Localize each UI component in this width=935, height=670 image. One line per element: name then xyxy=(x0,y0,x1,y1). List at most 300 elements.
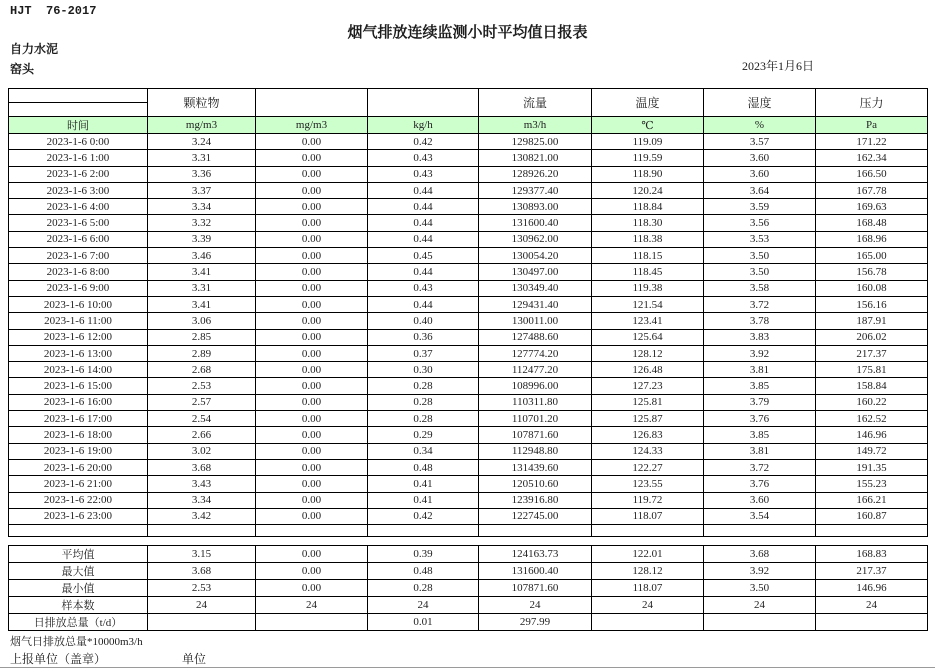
hourly-row-cell: 3.92 xyxy=(704,345,816,361)
summary-row-cell: 0.28 xyxy=(368,580,479,597)
hourly-row-cell: 0.00 xyxy=(256,313,368,329)
hourly-row-cell: 0.48 xyxy=(368,459,479,475)
footer-labels xyxy=(10,650,207,667)
hourly-row-cell: 130821.00 xyxy=(479,150,592,166)
hourly-row-cell: 3.59 xyxy=(704,199,816,215)
hourly-row-cell: 129431.40 xyxy=(479,296,592,312)
hourly-row-cell: 3.81 xyxy=(704,443,816,459)
summary-row-cell: 24 xyxy=(704,597,816,614)
hourly-row-cell: 128.12 xyxy=(592,345,704,361)
summary-row-cell: 0.01 xyxy=(368,614,479,631)
hourly-data-table xyxy=(8,88,928,537)
summary-row xyxy=(9,614,928,631)
hourly-row-cell: 171.22 xyxy=(816,134,928,150)
hourly-row-cell: 2023-1-6 6:00 xyxy=(9,231,148,247)
hourly-row-cell: 3.50 xyxy=(704,264,816,280)
hourly-row-cell: 126.48 xyxy=(592,362,704,378)
summary-row xyxy=(9,580,928,597)
hourly-row-cell: 131439.60 xyxy=(479,459,592,475)
hourly-row-cell: 2.54 xyxy=(148,411,256,427)
header-temperature-label: 温度 xyxy=(592,89,704,117)
hourly-row xyxy=(9,492,928,508)
hourly-row-cell: 0.00 xyxy=(256,248,368,264)
hourly-row-cell: 0.00 xyxy=(256,459,368,475)
hourly-row-cell: 0.00 xyxy=(256,134,368,150)
header-time-top-cell xyxy=(9,89,148,103)
hourly-row-cell: 123916.80 xyxy=(479,492,592,508)
hourly-row-cell: 0.00 xyxy=(256,508,368,524)
hourly-row-cell: 2023-1-6 12:00 xyxy=(9,329,148,345)
hourly-row-cell: 0.00 xyxy=(256,345,368,361)
hourly-row-cell: 165.00 xyxy=(816,248,928,264)
unit-percent: % xyxy=(704,117,816,134)
hourly-row-cell: 0.37 xyxy=(368,345,479,361)
summary-row xyxy=(9,546,928,563)
hourly-row-cell: 3.46 xyxy=(148,248,256,264)
hourly-row-cell: 126.83 xyxy=(592,427,704,443)
summary-row-cell: 0.48 xyxy=(368,563,479,580)
summary-row-cell: 24 xyxy=(148,597,256,614)
hourly-row-cell: 127488.60 xyxy=(479,329,592,345)
hourly-row-cell: 3.68 xyxy=(148,459,256,475)
hourly-row-cell: 0.28 xyxy=(368,378,479,394)
summary-row-cell xyxy=(148,614,256,631)
hourly-row-cell: 0.28 xyxy=(368,411,479,427)
hourly-row-cell: 118.07 xyxy=(592,508,704,524)
hourly-row xyxy=(9,199,928,215)
empty-spacer-row xyxy=(9,525,928,537)
hourly-row-cell: 3.60 xyxy=(704,166,816,182)
hourly-row xyxy=(9,329,928,345)
hourly-row-cell: 3.34 xyxy=(148,199,256,215)
hourly-row-cell: 2023-1-6 23:00 xyxy=(9,508,148,524)
hourly-row-cell: 0.41 xyxy=(368,476,479,492)
summary-row-cell: 146.96 xyxy=(816,580,928,597)
hourly-row-cell: 130893.00 xyxy=(479,199,592,215)
header-row-top xyxy=(9,89,928,103)
hourly-row xyxy=(9,394,928,410)
summary-row-cell xyxy=(256,614,368,631)
hourly-row-cell: 0.43 xyxy=(368,150,479,166)
hourly-row xyxy=(9,459,928,475)
summary-row-cell: 3.50 xyxy=(704,580,816,597)
hourly-row-cell: 123.41 xyxy=(592,313,704,329)
report-date: 2023年1月6日 xyxy=(742,59,815,73)
company-name: 自力水泥 xyxy=(10,42,59,56)
hourly-row-cell: 0.40 xyxy=(368,313,479,329)
hourly-row-cell: 2023-1-6 21:00 xyxy=(9,476,148,492)
hourly-row-cell: 118.30 xyxy=(592,215,704,231)
hourly-row-cell: 124.33 xyxy=(592,443,704,459)
daily-total-footnote: 烟气日排放总量*10000m3/h xyxy=(10,636,143,648)
hourly-row-cell: 123.55 xyxy=(592,476,704,492)
summary-row-cell: 0.39 xyxy=(368,546,479,563)
hourly-row-cell: 118.38 xyxy=(592,231,704,247)
hourly-row-cell: 0.42 xyxy=(368,134,479,150)
hourly-row-cell: 2023-1-6 20:00 xyxy=(9,459,148,475)
hourly-row-cell: 3.42 xyxy=(148,508,256,524)
hourly-row-cell: 3.64 xyxy=(704,182,816,198)
summary-row-cell: 最大值 xyxy=(9,563,148,580)
hourly-row-cell: 130962.00 xyxy=(479,231,592,247)
hourly-row-cell: 0.00 xyxy=(256,362,368,378)
hourly-row-cell: 119.59 xyxy=(592,150,704,166)
summary-row-cell: 3.15 xyxy=(148,546,256,563)
header-blank-2 xyxy=(368,89,479,117)
report-unit-label: 上报单位（盖章） xyxy=(10,652,107,666)
hourly-row-cell: 2023-1-6 0:00 xyxy=(9,134,148,150)
summary-row-cell: 131600.40 xyxy=(479,563,592,580)
hourly-row xyxy=(9,280,928,296)
hourly-row xyxy=(9,508,928,524)
hourly-row-cell: 131600.40 xyxy=(479,215,592,231)
header-time-label: 时间 xyxy=(9,117,148,134)
summary-row-cell: 样本数 xyxy=(9,597,148,614)
summary-row-cell: 217.37 xyxy=(816,563,928,580)
hourly-row-cell: 3.57 xyxy=(704,134,816,150)
hourly-row-cell: 2.57 xyxy=(148,394,256,410)
header-flow-label: 流量 xyxy=(479,89,592,117)
hourly-row-cell: 3.72 xyxy=(704,296,816,312)
summary-row-cell: 24 xyxy=(479,597,592,614)
empty-spacer-cell xyxy=(368,525,479,537)
hourly-row xyxy=(9,215,928,231)
hourly-row-cell: 125.81 xyxy=(592,394,704,410)
hourly-row-cell: 2.68 xyxy=(148,362,256,378)
header-pressure-label: 压力 xyxy=(816,89,928,117)
hourly-row-cell: 0.00 xyxy=(256,215,368,231)
unit-mgm3-2: mg/m3 xyxy=(256,117,368,134)
hourly-row-cell: 0.44 xyxy=(368,182,479,198)
hourly-row-cell: 119.09 xyxy=(592,134,704,150)
hourly-row-cell: 3.56 xyxy=(704,215,816,231)
hourly-row-cell: 0.29 xyxy=(368,427,479,443)
hourly-row-cell: 2023-1-6 22:00 xyxy=(9,492,148,508)
summary-row-cell: 3.92 xyxy=(704,563,816,580)
hourly-row-cell: 0.30 xyxy=(368,362,479,378)
hourly-row-cell: 3.79 xyxy=(704,394,816,410)
hourly-row-cell: 175.81 xyxy=(816,362,928,378)
hourly-row-cell: 110701.20 xyxy=(479,411,592,427)
hourly-row xyxy=(9,231,928,247)
hourly-row-cell: 0.44 xyxy=(368,231,479,247)
hourly-row xyxy=(9,182,928,198)
hourly-row-cell: 169.63 xyxy=(816,199,928,215)
hourly-row-cell: 3.81 xyxy=(704,362,816,378)
hourly-row-cell: 0.00 xyxy=(256,182,368,198)
hourly-row-cell: 125.64 xyxy=(592,329,704,345)
hourly-row-cell: 122.27 xyxy=(592,459,704,475)
hourly-row-cell: 2023-1-6 16:00 xyxy=(9,394,148,410)
hourly-row-cell: 128926.20 xyxy=(479,166,592,182)
hourly-row-cell: 217.37 xyxy=(816,345,928,361)
hourly-row-cell: 0.00 xyxy=(256,443,368,459)
hourly-row-cell: 3.54 xyxy=(704,508,816,524)
hourly-row-cell: 129377.40 xyxy=(479,182,592,198)
hourly-row-cell: 3.78 xyxy=(704,313,816,329)
hourly-row-cell: 120.24 xyxy=(592,182,704,198)
unit-pa: Pa xyxy=(816,117,928,134)
hourly-row-cell: 2023-1-6 2:00 xyxy=(9,166,148,182)
hourly-row-cell: 0.00 xyxy=(256,296,368,312)
hourly-row-cell: 0.00 xyxy=(256,150,368,166)
hourly-row-cell: 0.00 xyxy=(256,427,368,443)
hourly-row-cell: 156.78 xyxy=(816,264,928,280)
unit-m3h: m3/h xyxy=(479,117,592,134)
hourly-row-cell: 0.00 xyxy=(256,231,368,247)
hourly-row-cell: 2023-1-6 5:00 xyxy=(9,215,148,231)
hourly-row-cell: 0.44 xyxy=(368,296,479,312)
hourly-row-cell: 0.43 xyxy=(368,280,479,296)
empty-spacer-cell xyxy=(816,525,928,537)
hourly-row xyxy=(9,150,928,166)
hourly-row-cell: 0.00 xyxy=(256,280,368,296)
summary-row-cell: 日排放总量（t/d） xyxy=(9,614,148,631)
summary-row-cell: 122.01 xyxy=(592,546,704,563)
summary-row-cell: 168.83 xyxy=(816,546,928,563)
hourly-row xyxy=(9,248,928,264)
summary-row-cell: 107871.60 xyxy=(479,580,592,597)
summary-row-cell: 128.12 xyxy=(592,563,704,580)
unit-kgh: kg/h xyxy=(368,117,479,134)
hourly-row xyxy=(9,476,928,492)
hourly-row-cell: 191.35 xyxy=(816,459,928,475)
hourly-row-cell: 3.37 xyxy=(148,182,256,198)
hourly-row-cell: 146.96 xyxy=(816,427,928,443)
hourly-row-cell: 0.00 xyxy=(256,394,368,410)
hourly-row-cell: 158.84 xyxy=(816,378,928,394)
hourly-row-cell: 2023-1-6 3:00 xyxy=(9,182,148,198)
hourly-row-cell: 2.85 xyxy=(148,329,256,345)
summary-row-cell: 平均值 xyxy=(9,546,148,563)
empty-spacer-cell xyxy=(479,525,592,537)
hourly-row-cell: 3.85 xyxy=(704,378,816,394)
hourly-row-cell: 0.36 xyxy=(368,329,479,345)
hourly-row-cell: 2023-1-6 8:00 xyxy=(9,264,148,280)
empty-spacer-cell xyxy=(148,525,256,537)
hourly-row-cell: 160.87 xyxy=(816,508,928,524)
hourly-row-cell: 108996.00 xyxy=(479,378,592,394)
standard-code: HJT 76-2017 xyxy=(10,4,97,18)
hourly-row-cell: 118.45 xyxy=(592,264,704,280)
summary-row-cell: 118.07 xyxy=(592,580,704,597)
hourly-row-cell: 0.45 xyxy=(368,248,479,264)
summary-row-cell: 最小值 xyxy=(9,580,148,597)
hourly-row-cell: 167.78 xyxy=(816,182,928,198)
hourly-row-cell: 0.00 xyxy=(256,476,368,492)
hourly-row-cell: 130349.40 xyxy=(479,280,592,296)
hourly-row-cell: 0.44 xyxy=(368,264,479,280)
summary-row-cell: 0.00 xyxy=(256,580,368,597)
hourly-row-cell: 2023-1-6 15:00 xyxy=(9,378,148,394)
hourly-row xyxy=(9,313,928,329)
hourly-row-cell: 3.06 xyxy=(148,313,256,329)
hourly-row-cell: 3.39 xyxy=(148,231,256,247)
hourly-row-cell: 0.44 xyxy=(368,215,479,231)
hourly-row-cell: 0.43 xyxy=(368,166,479,182)
summary-row-cell: 0.00 xyxy=(256,546,368,563)
summary-table xyxy=(8,545,928,631)
report-title: 烟气排放连续监测小时平均值日报表 xyxy=(347,25,588,41)
hourly-row-cell: 0.41 xyxy=(368,492,479,508)
hourly-row-cell: 3.85 xyxy=(704,427,816,443)
unit-celsius: ℃ xyxy=(592,117,704,134)
hourly-row xyxy=(9,345,928,361)
summary-row-cell: 24 xyxy=(816,597,928,614)
hourly-row-cell: 160.22 xyxy=(816,394,928,410)
hourly-row-cell: 130011.00 xyxy=(479,313,592,329)
hourly-row-cell: 3.53 xyxy=(704,231,816,247)
empty-spacer-cell xyxy=(704,525,816,537)
hourly-row-cell: 3.41 xyxy=(148,264,256,280)
hourly-row-cell: 155.23 xyxy=(816,476,928,492)
hourly-row-cell: 2023-1-6 17:00 xyxy=(9,411,148,427)
hourly-row-cell: 3.36 xyxy=(148,166,256,182)
hourly-row-cell: 3.02 xyxy=(148,443,256,459)
hourly-row-cell: 149.72 xyxy=(816,443,928,459)
summary-row-cell: 297.99 xyxy=(479,614,592,631)
summary-row-cell: 2.53 xyxy=(148,580,256,597)
empty-spacer-cell xyxy=(9,525,148,537)
hourly-row-cell: 2023-1-6 10:00 xyxy=(9,296,148,312)
hourly-row-cell: 3.34 xyxy=(148,492,256,508)
summary-row-cell: 3.68 xyxy=(704,546,816,563)
hourly-row-cell: 130054.20 xyxy=(479,248,592,264)
hourly-row-cell: 127.23 xyxy=(592,378,704,394)
hourly-row xyxy=(9,166,928,182)
hourly-row-cell: 206.02 xyxy=(816,329,928,345)
hourly-row-cell: 0.00 xyxy=(256,264,368,280)
hourly-row-cell: 118.15 xyxy=(592,248,704,264)
hourly-row-cell: 2023-1-6 14:00 xyxy=(9,362,148,378)
hourly-row-cell: 3.60 xyxy=(704,492,816,508)
hourly-row-cell: 118.90 xyxy=(592,166,704,182)
summary-row-cell: 124163.73 xyxy=(479,546,592,563)
summary-row-cell: 0.00 xyxy=(256,563,368,580)
hourly-row-cell: 130497.00 xyxy=(479,264,592,280)
hourly-row-cell: 0.00 xyxy=(256,329,368,345)
header-time-bottom-cell xyxy=(9,103,148,117)
header-particulate-label: 颗粒物 xyxy=(148,89,256,117)
hourly-row-cell: 156.16 xyxy=(816,296,928,312)
hourly-row-cell: 119.72 xyxy=(592,492,704,508)
header-blank-1 xyxy=(256,89,368,117)
summary-row-cell: 24 xyxy=(256,597,368,614)
hourly-row-cell: 2023-1-6 4:00 xyxy=(9,199,148,215)
hourly-row-cell: 3.31 xyxy=(148,150,256,166)
header-humidity-label: 湿度 xyxy=(704,89,816,117)
hourly-row-cell: 168.96 xyxy=(816,231,928,247)
hourly-row-cell: 2023-1-6 9:00 xyxy=(9,280,148,296)
hourly-row-cell: 2023-1-6 13:00 xyxy=(9,345,148,361)
hourly-row-cell: 162.34 xyxy=(816,150,928,166)
hourly-row-cell: 166.50 xyxy=(816,166,928,182)
hourly-row xyxy=(9,427,928,443)
hourly-row-cell: 121.54 xyxy=(592,296,704,312)
hourly-row-cell: 127774.20 xyxy=(479,345,592,361)
hourly-row-cell: 162.52 xyxy=(816,411,928,427)
hourly-row-cell: 120510.60 xyxy=(479,476,592,492)
hourly-row xyxy=(9,264,928,280)
hourly-row-cell: 125.87 xyxy=(592,411,704,427)
summary-row-cell xyxy=(592,614,704,631)
hourly-row-cell: 0.42 xyxy=(368,508,479,524)
hourly-row-cell: 112477.20 xyxy=(479,362,592,378)
hourly-row-cell: 2.66 xyxy=(148,427,256,443)
header-units-row xyxy=(9,117,928,134)
summary-row-cell xyxy=(816,614,928,631)
hourly-row-cell: 3.76 xyxy=(704,411,816,427)
summary-row-cell: 24 xyxy=(368,597,479,614)
hourly-row-cell: 3.31 xyxy=(148,280,256,296)
hourly-row-cell: 2.89 xyxy=(148,345,256,361)
hourly-row-cell: 2023-1-6 7:00 xyxy=(9,248,148,264)
hourly-row-cell: 0.44 xyxy=(368,199,479,215)
summary-row-cell: 24 xyxy=(592,597,704,614)
station-name: 窑头 xyxy=(10,62,35,76)
hourly-row-cell: 187.91 xyxy=(816,313,928,329)
bottom-divider xyxy=(0,667,935,668)
hourly-row-cell: 160.08 xyxy=(816,280,928,296)
hourly-row xyxy=(9,362,928,378)
hourly-row-cell: 0.00 xyxy=(256,199,368,215)
summary-row xyxy=(9,563,928,580)
hourly-row xyxy=(9,296,928,312)
hourly-row-cell: 166.21 xyxy=(816,492,928,508)
hourly-row-cell: 0.00 xyxy=(256,411,368,427)
hourly-row-cell: 119.38 xyxy=(592,280,704,296)
empty-spacer-cell xyxy=(592,525,704,537)
hourly-row-cell: 3.60 xyxy=(704,150,816,166)
hourly-row-cell: 2023-1-6 19:00 xyxy=(9,443,148,459)
hourly-row-cell: 112948.80 xyxy=(479,443,592,459)
hourly-row-cell: 3.76 xyxy=(704,476,816,492)
hourly-row-cell: 3.41 xyxy=(148,296,256,312)
hourly-row-cell: 3.72 xyxy=(704,459,816,475)
hourly-row xyxy=(9,411,928,427)
summary-row-cell xyxy=(704,614,816,631)
hourly-row-cell: 3.50 xyxy=(704,248,816,264)
hourly-row-cell: 0.00 xyxy=(256,378,368,394)
hourly-row-cell: 2023-1-6 11:00 xyxy=(9,313,148,329)
hourly-row-cell: 0.28 xyxy=(368,394,479,410)
hourly-row xyxy=(9,134,928,150)
hourly-row xyxy=(9,443,928,459)
hourly-row-cell: 122745.00 xyxy=(479,508,592,524)
hourly-row-cell: 3.58 xyxy=(704,280,816,296)
summary-row-cell: 3.68 xyxy=(148,563,256,580)
empty-spacer-cell xyxy=(256,525,368,537)
hourly-row-cell: 0.00 xyxy=(256,166,368,182)
hourly-row-cell: 110311.80 xyxy=(479,394,592,410)
hourly-row-cell: 3.83 xyxy=(704,329,816,345)
unit-label: 单位 xyxy=(182,652,207,666)
hourly-row-cell: 0.34 xyxy=(368,443,479,459)
unit-mgm3-1: mg/m3 xyxy=(148,117,256,134)
hourly-row-cell: 2.53 xyxy=(148,378,256,394)
hourly-row xyxy=(9,378,928,394)
hourly-row-cell: 0.00 xyxy=(256,492,368,508)
summary-row xyxy=(9,597,928,614)
hourly-row-cell: 107871.60 xyxy=(479,427,592,443)
hourly-row-cell: 129825.00 xyxy=(479,134,592,150)
hourly-row-cell: 3.32 xyxy=(148,215,256,231)
hourly-row-cell: 118.84 xyxy=(592,199,704,215)
hourly-row-cell: 2023-1-6 18:00 xyxy=(9,427,148,443)
hourly-row-cell: 2023-1-6 1:00 xyxy=(9,150,148,166)
hourly-row-cell: 168.48 xyxy=(816,215,928,231)
hourly-row-cell: 3.24 xyxy=(148,134,256,150)
